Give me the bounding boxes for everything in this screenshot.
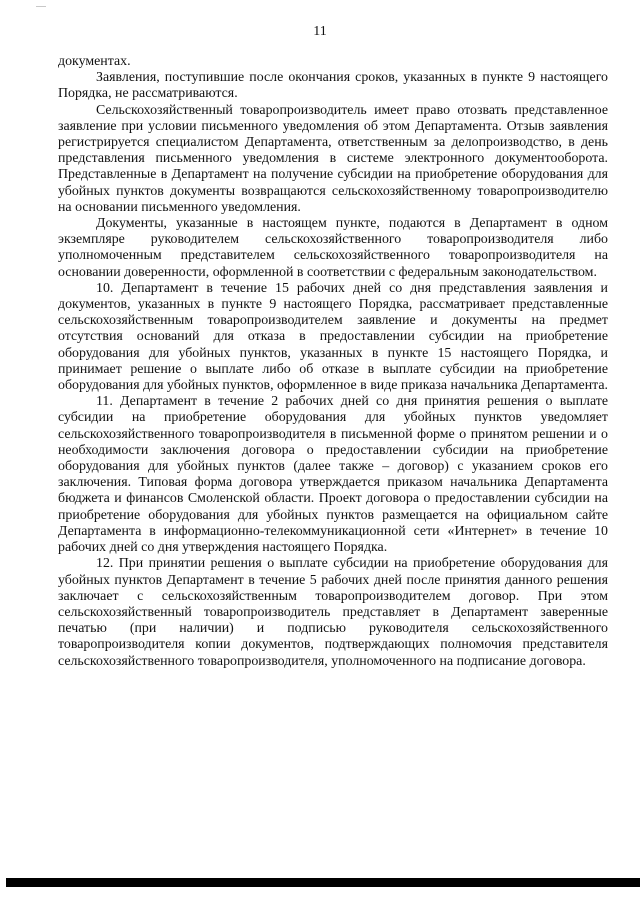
paragraph-item-11: 11. Департамент в течение 2 рабочих дней со дня принятия решения о выплате субсидии на приобретение оборудования для убойных пунктов уведомляет сельскохозяйственного товаропроизводителя в письменной форме о принятом решении и о необходимости заключения договора о предоставлении субсидии на приобретение оборудования для убойных пунктов (далее также – договор) с указанием сроков его заключения. Типовая форма договора утверждается приказом начальника Департамента бюджета и финансов Смоленской области. Проект договора о предоставлении субсидии на приобретение оборудования для убойных пунктов размещается на официальном сайте Департамента в информационно-телекоммуникационной сети «Интернет» в течение 10 рабочих дней со дня утверждения настоящего Порядка.: [58, 394, 608, 556]
scan-artifact-mark: [36, 6, 46, 7]
paragraph-late-applications: Заявления, поступившие после окончания сроков, указанных в пункте 9 настоящего Порядка, не рассматриваются.: [58, 70, 608, 102]
paragraph-item-10: 10. Департамент в течение 15 рабочих дней со дня представления заявления и документов, указанных в пункте 9 настоящего Порядка, рассматривает представленные сельскохозяйственным товаропроизводителем заявление и документы на предмет отсутствия оснований для отказа в предоставлении субсидии на приобретение оборудования для убойных пунктов, указанных в пункте 15 настоящего Порядка, и принимает решение о выплате либо об отказе в выплате субсидии на приобретение оборудования для убойных пунктов, оформленное в виде приказа начальника Департамента.: [58, 280, 609, 394]
scan-edge-bar: [6, 878, 640, 887]
paragraph-submission: Документы, указанные в настоящем пункте, подаются в Департамент в одном экземпляре руководителем сельскохозяйственного товаропроизводителя либо уполномоченным представителем сельскохозяйственного товаропроизводителя на основании доверенности, оформленной в соответствии с федеральным законодательством.: [58, 216, 608, 280]
document-body: [58, 54, 608, 670]
page-number: 11: [313, 24, 327, 39]
paragraph-withdrawal: Сельскохозяйственный товаропроизводитель имеет право отозвать представленное заявление при условии письменного уведомления об этом Департамента. Отзыв заявления регистрируется специалистом Департамента, ответственным за делопроизводство, в день представления письменного уведомления в системе электронного документооборота. Представленные в Департамент на получение субсидии на приобретение оборудования для убойных пунктов документы возвращаются сельскохозяйственному товаропроизводителю на основании письменного уведомления.: [58, 102, 608, 215]
paragraph-item-12: 12. При принятии решения о выплате субсидии на приобретение оборудования для убойных пунктов Департамент в течение 5 рабочих дней после принятия данного решения заключает с сельскохозяйственным товаропроизводителем договор. При этом сельскохозяйственный товаропроизводитель представляет в Департамент заверенные печатью (при наличии) и подписью руководителя сельскохозяйственного товаропроизводителя копии документов, подтверждающих полномочия представителя сельскохозяйственного товаропроизводителя, уполномоченного на подписание договора.: [58, 556, 608, 669]
paragraph-continuation: документах.: [58, 54, 131, 69]
